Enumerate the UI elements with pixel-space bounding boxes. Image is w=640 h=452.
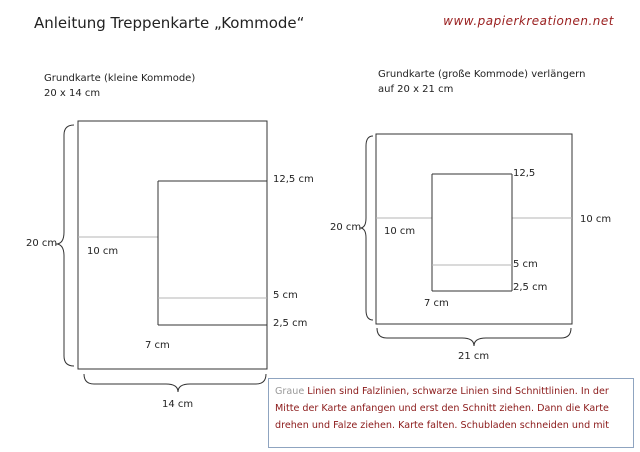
small-card-size: 20 x 14 cm xyxy=(44,88,101,99)
large-card-heading: Grundkarte (große Kommode) verlängern xyxy=(378,69,586,80)
small-card-bottom-label: 2,5 cm xyxy=(273,318,308,329)
large-card-width-label: 21 cm xyxy=(458,351,490,362)
small-card-height-label: 20 cm xyxy=(26,238,58,249)
large-card-fold-label-right: 10 cm xyxy=(580,214,612,225)
website-link[interactable]: www.papierkreationen.net xyxy=(443,14,614,28)
small-card-outline xyxy=(78,121,267,369)
large-card-width-brace xyxy=(377,328,571,346)
note-text: Linien sind Falzlinien, schwarze Linien sind Schnittlinien. In der Mitte der Karte anfangen und erst den Schnitt ziehen. Dann die Karte drehen und Falze ziehen. Karte falten. Schubladen schneiden und mit xyxy=(275,386,609,431)
large-card-mid-label: 5 cm xyxy=(513,259,538,270)
small-card-mid-label: 5 cm xyxy=(273,290,298,301)
large-card-height-label: 20 cm xyxy=(330,222,362,233)
instruction-note xyxy=(268,378,634,448)
note-grey-word: Graue xyxy=(275,386,305,397)
small-card-width-label: 14 cm xyxy=(162,399,194,410)
large-card-drawer-width-label: 7 cm xyxy=(424,298,449,309)
large-card-top-cut-label: 12,5 xyxy=(513,168,536,179)
page-title: Anleitung Treppenkarte „Kommode“ xyxy=(34,14,305,32)
large-card-size: auf 20 x 21 cm xyxy=(378,84,454,95)
small-card-top-cut-label: 12,5 cm xyxy=(273,174,314,185)
small-card-drawer-width-label: 7 cm xyxy=(145,340,170,351)
small-card-height-brace xyxy=(56,125,74,366)
large-card-height-brace xyxy=(360,136,373,320)
large-card xyxy=(360,134,572,346)
large-card-bottom-label: 2,5 cm xyxy=(513,282,548,293)
small-card-fold-label: 10 cm xyxy=(87,246,119,257)
small-card-width-brace xyxy=(84,374,266,392)
large-card-fold-label-left: 10 cm xyxy=(384,226,416,237)
small-card-heading: Grundkarte (kleine Kommode) xyxy=(44,73,196,84)
